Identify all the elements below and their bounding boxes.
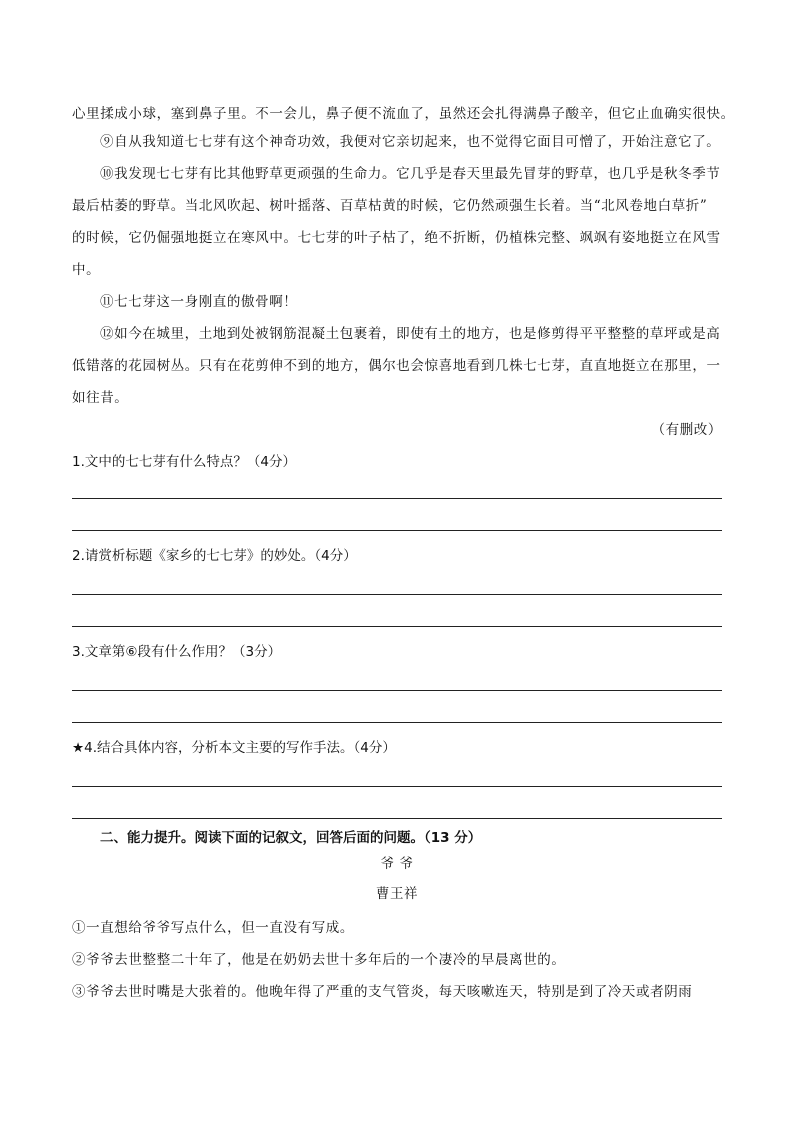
source-note: （有删改） [651, 422, 722, 438]
passage-line: 心里揉成小球，塞到鼻子里。不一会儿，鼻子便不流血了，虽然还会扎得满鼻子酸辛，但它止血确实很快。 [72, 106, 735, 122]
answer-line[interactable] [72, 690, 722, 691]
paragraph-12: ⑫如今在城里，土地到处被钢筋混凝土包裹着，即使有土的地方，也是修剪得平平整整的草坪或是高 [100, 326, 721, 342]
answer-line[interactable] [72, 626, 722, 627]
paragraph-2: ②爷爷去世整整二十年了，他是在奶奶去世十多年后的一个凄冷的早晨离世的。 [72, 952, 566, 968]
passage-line: 最后枯萎的野草。当北风吹起、树叶摇落、百草枯黄的时候，它仍然顽强生长着。当“北风卷地白草折” [72, 198, 708, 214]
paragraph-11: ⑪七七芽这一身刚直的傲骨啊！ [100, 294, 298, 310]
answer-line[interactable] [72, 530, 722, 531]
answer-line[interactable] [72, 498, 722, 499]
question-4: ★4.结合具体内容，分析本文主要的写作手法。（4分） [72, 740, 396, 756]
paragraph-1: ①一直想给爷爷写点什么，但一直没有写成。 [72, 920, 354, 936]
question-3: 3.文章第⑥段有什么作用？（3分） [72, 644, 282, 660]
paragraph-3: ③爷爷去世时嘴是大张着的。他晚年得了严重的支气管炎，每天咳嗽连天，特别是到了冷天或者阴雨 [72, 984, 693, 1000]
article-title: 爷 爷 [380, 856, 414, 872]
passage-line: 低错落的花园树丛。只有在花剪伸不到的地方，偶尔也会惊喜地看到几株七七芽，直直地挺立在那里，一 [72, 358, 721, 374]
passage-line: 如往昔。 [72, 390, 129, 406]
section-heading: 二、能力提升。阅读下面的记叙文，回答后面的问题。（13 分） [100, 830, 482, 846]
article-author: 曹王祥 [375, 886, 419, 902]
answer-line[interactable] [72, 818, 722, 819]
answer-line[interactable] [72, 594, 722, 595]
question-1: 1.文中的七七芽有什么特点？（4分） [72, 454, 296, 470]
passage-line: 中。 [72, 262, 101, 278]
passage-line: 的时候，它仍倔强地挺立在寒风中。七七芽的叶子枯了，绝不折断，仍植株完整、飒飒有姿地挺立在风雪 [72, 230, 721, 246]
paragraph-9: ⑨自从我知道七七芽有这个神奇功效，我便对它亲切起来，也不觉得它面目可憎了，开始注意它了。 [100, 134, 721, 150]
paragraph-10: ⑩我发现七七芽有比其他野草更顽强的生命力。它几乎是春天里最先冒芽的野草，也几乎是秋冬季节 [100, 166, 721, 182]
answer-line[interactable] [72, 786, 722, 787]
question-2: 2.请赏析标题《家乡的七七芽》的妙处。（4分） [72, 548, 357, 564]
answer-line[interactable] [72, 722, 722, 723]
